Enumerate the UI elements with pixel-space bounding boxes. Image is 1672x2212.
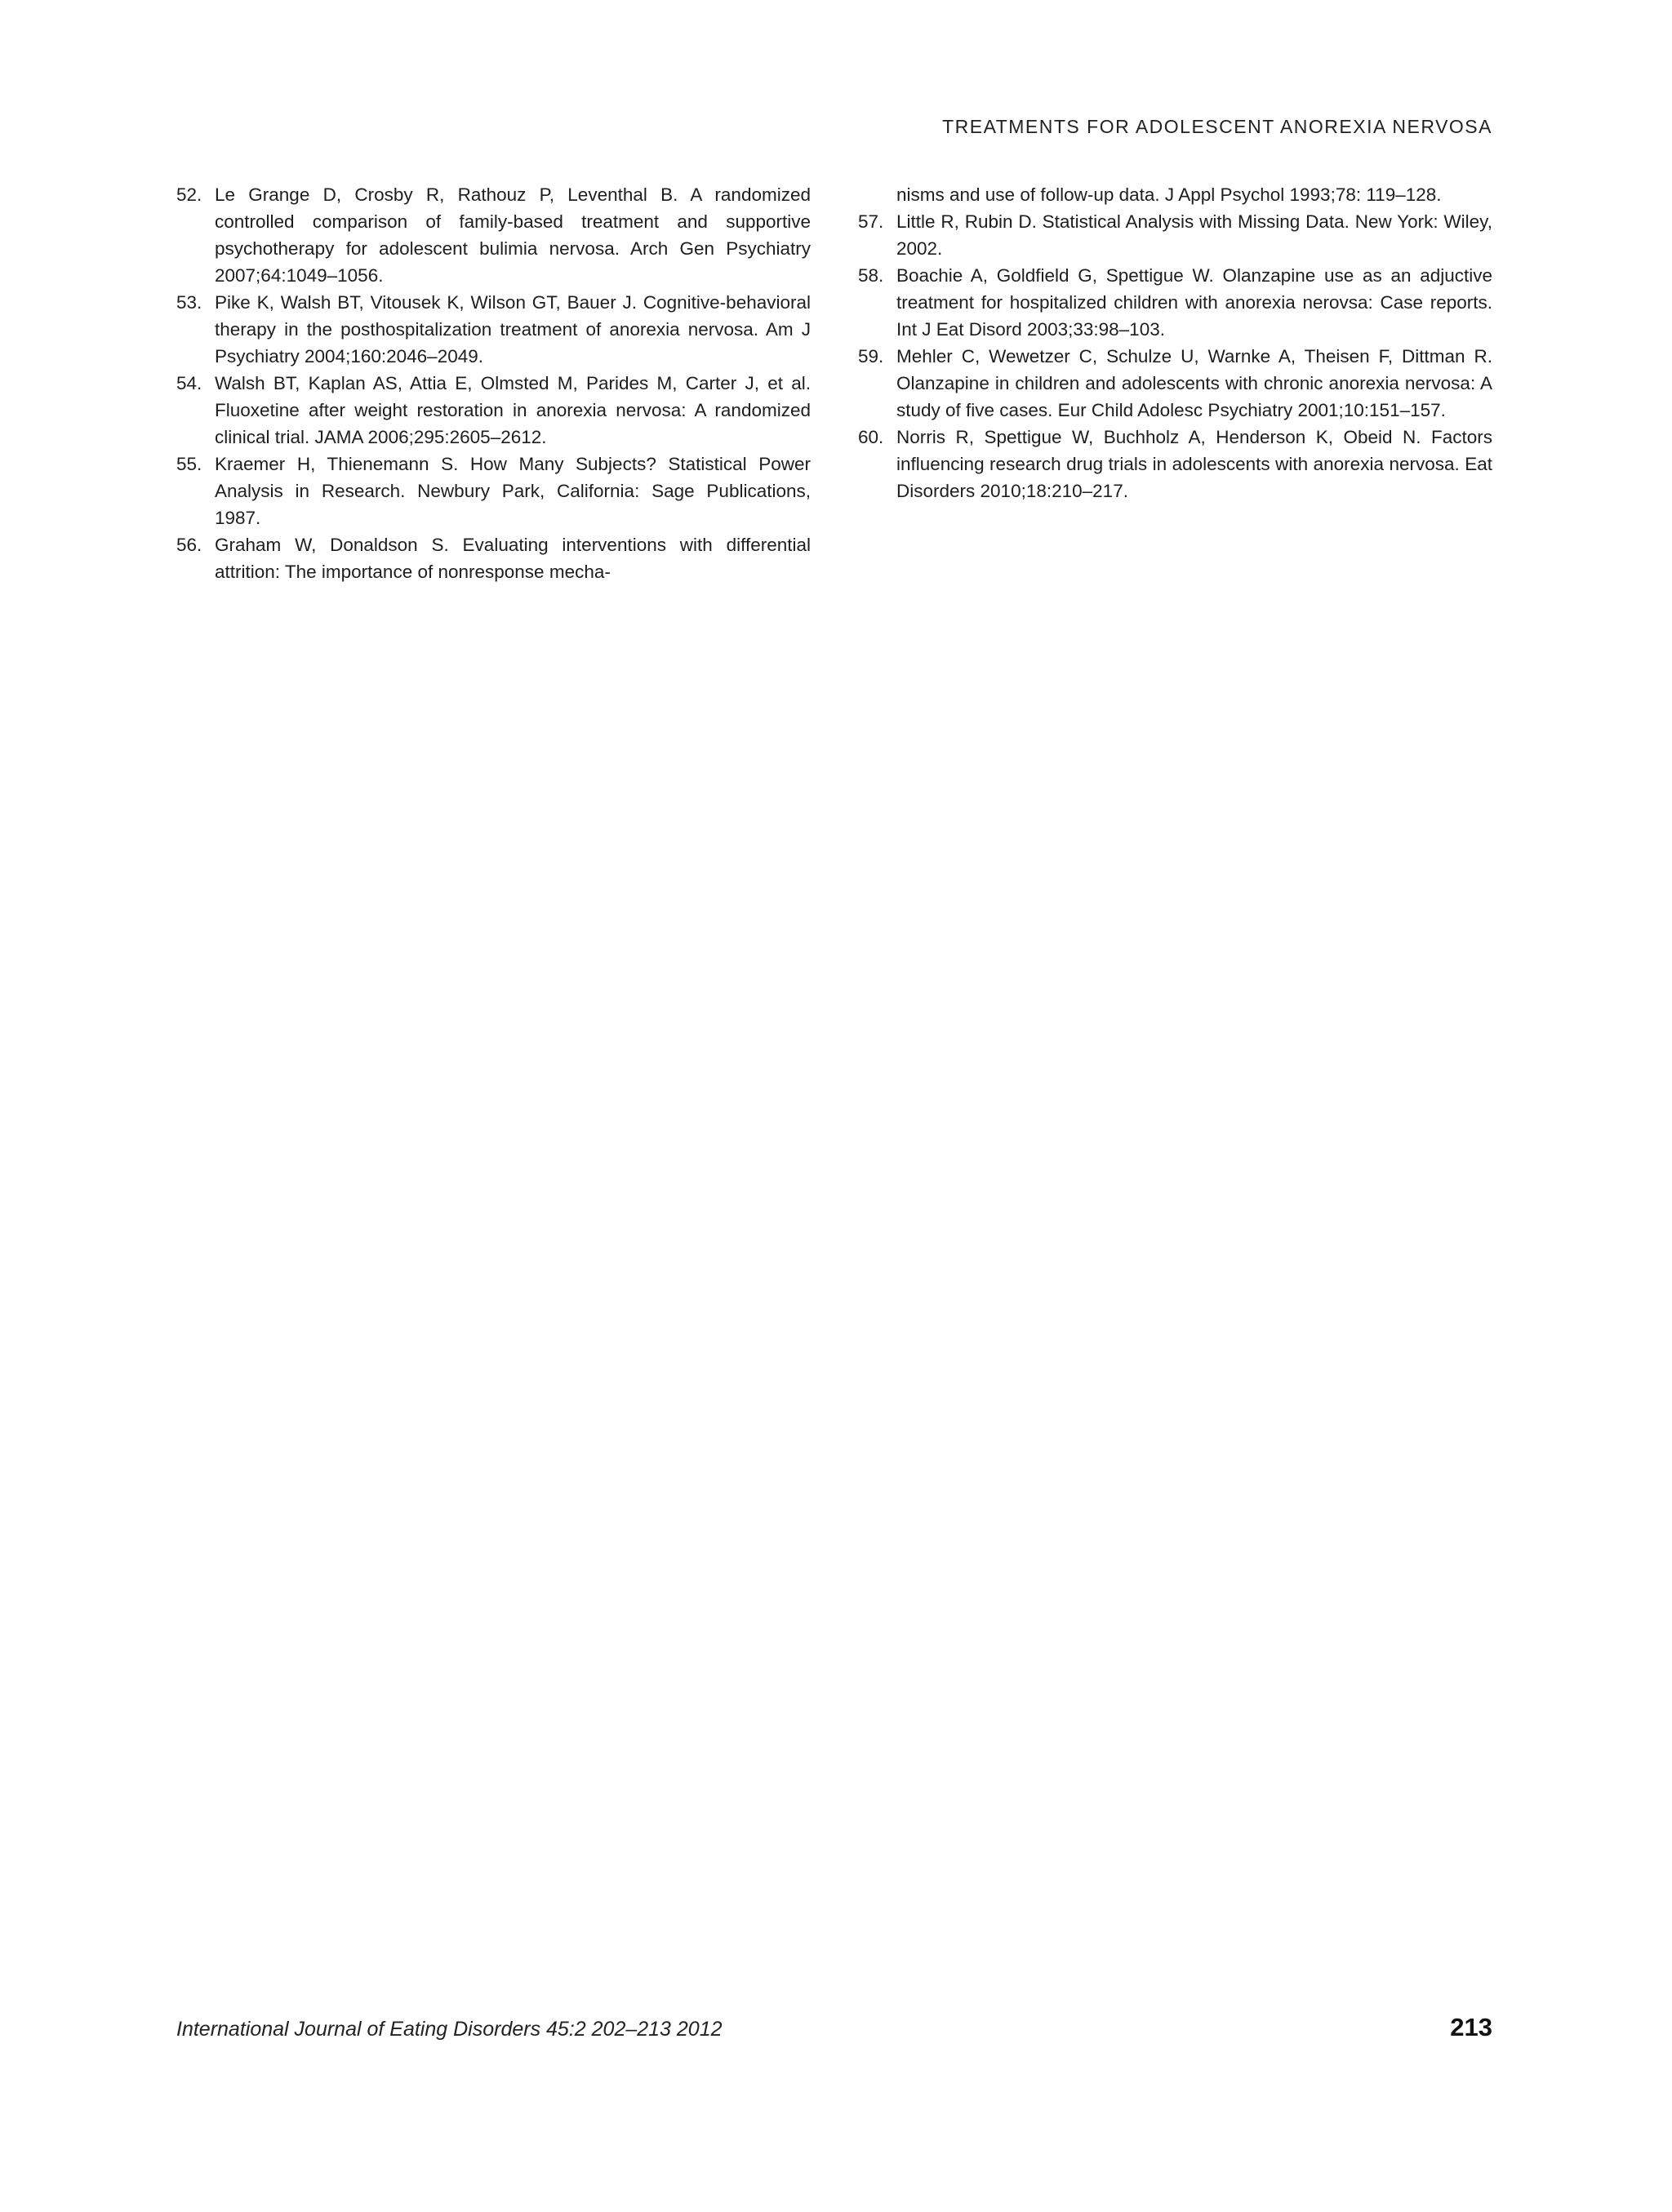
reference-number: 54. <box>176 373 202 393</box>
references-left-column <box>176 181 811 585</box>
reference-number: 59. <box>858 346 884 366</box>
references-right-column <box>858 181 1492 504</box>
reference-text: Boachie A, Goldfield G, Spettigue W. Olanzapine use as an adjuctive treatment for hospitalized children with anorexia nerovsa: Case reports. Int J Eat Disord 2003;33:98–103. <box>896 265 1492 340</box>
footer-journal-citation: International Journal of Eating Disorders 45:2 202–213 2012 <box>176 2018 723 2041</box>
reference-number: 58. <box>858 265 884 286</box>
reference-number: 53. <box>176 292 202 313</box>
reference-item <box>176 370 811 451</box>
reference-item <box>858 262 1492 343</box>
page-number: 213 <box>1450 2013 1492 2041</box>
reference-continuation: nisms and use of follow-up data. J Appl Psychol 1993;78: 119–128. <box>896 184 1442 205</box>
reference-number: 55. <box>176 454 202 474</box>
reference-item <box>858 424 1492 504</box>
reference-item <box>176 181 811 289</box>
reference-text: Walsh BT, Kaplan AS, Attia E, Olmsted M, Parides M, Carter J, et al. Fluoxetine after weight restoration in anorexia nervosa: A randomized clinical trial. JAMA 2006;295:2605–2612. <box>215 373 811 447</box>
reference-item <box>176 531 811 585</box>
reference-item <box>176 289 811 370</box>
reference-item <box>858 208 1492 262</box>
reference-item <box>858 343 1492 424</box>
reference-number: 56. <box>176 535 202 555</box>
reference-number: 60. <box>858 427 884 447</box>
reference-text: Le Grange D, Crosby R, Rathouz P, Leventhal B. A randomized controlled comparison of family-based treatment and supportive psychotherapy for adolescent bulimia nervosa. Arch Gen Psychiatry 2007;64:1049–1056. <box>215 184 811 286</box>
reference-item <box>176 451 811 531</box>
reference-text: Pike K, Walsh BT, Vitousek K, Wilson GT, Bauer J. Cognitive-behavioral therapy in the posthospitalization treatment of anorexia nervosa. Am J Psychiatry 2004;160:2046–2049. <box>215 292 811 366</box>
reference-number: 57. <box>858 211 884 232</box>
reference-text: Little R, Rubin D. Statistical Analysis with Missing Data. New York: Wiley, 2002. <box>896 211 1492 259</box>
reference-text: Norris R, Spettigue W, Buchholz A, Henderson K, Obeid N. Factors influencing research drug trials in adolescents with anorexia nervosa. Eat Disorders 2010;18:210–217. <box>896 427 1492 501</box>
reference-number: 52. <box>176 184 202 205</box>
running-head: TREATMENTS FOR ADOLESCENT ANOREXIA NERVOSA <box>942 116 1492 137</box>
reference-text: Graham W, Donaldson S. Evaluating interventions with differential attrition: The importance of nonresponse mecha- <box>215 535 811 582</box>
reference-text: Mehler C, Wewetzer C, Schulze U, Warnke A, Theisen F, Dittman R. Olanzapine in children and adolescents with chronic anorexia nervosa: A study of five cases. Eur Child Adolesc Psychiatry 2001;10:151–157. <box>896 346 1492 420</box>
reference-text: Kraemer H, Thienemann S. How Many Subjects? Statistical Power Analysis in Research. Newbury Park, California: Sage Publications, 1987. <box>215 454 811 528</box>
